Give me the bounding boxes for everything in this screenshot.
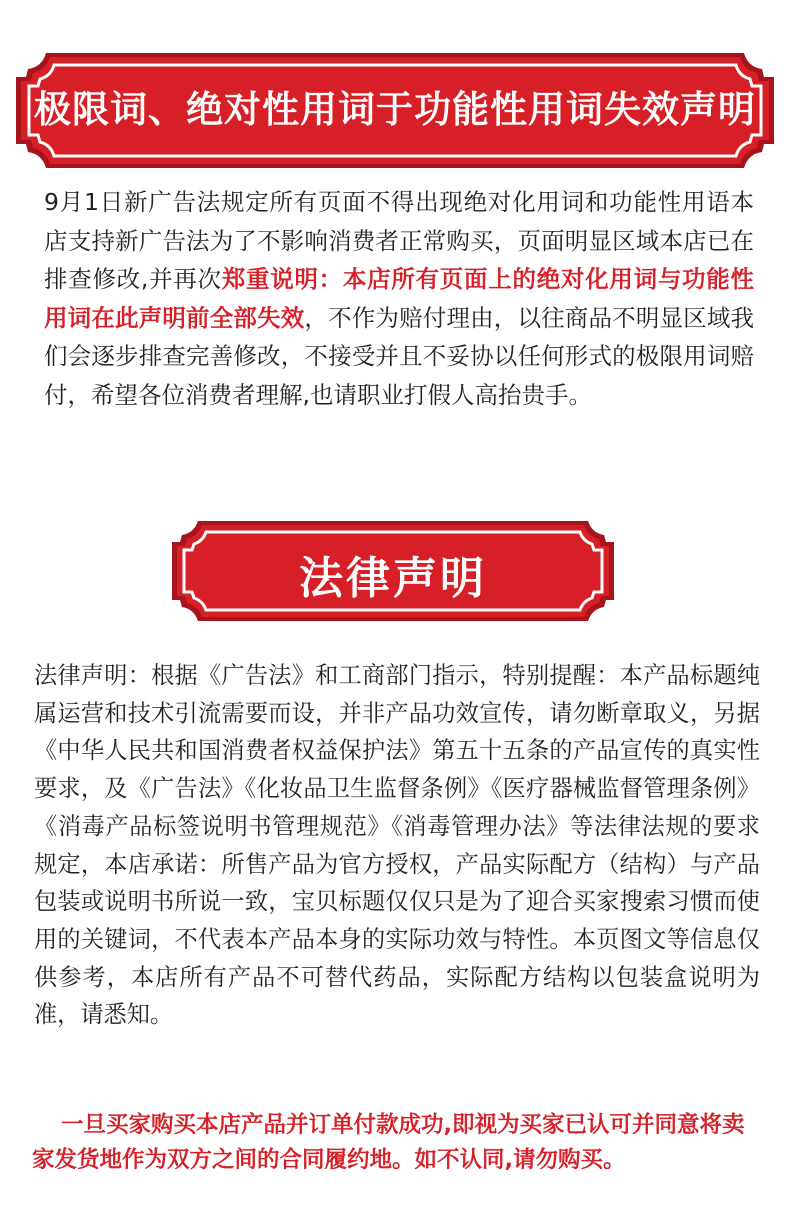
title-banner-disclaimer (16, 53, 774, 168)
legal-statement-paragraph: 法律声明：根据《广告法》和工商部门指示，特别提醒：本产品标题纯属运营和技术引流需要而设，并非产品功效宣传，请勿断章取义，另据《中华人民共和国消费者权益保护法》第五十五条的产品宣传的真实性要求，及《广告法》《化妆品卫生监督条例》《医疗器械监督管理条例》《消毒产品标签说明书管理规范》《消毒管理办法》等法律法规的要求规定，本店承诺：所售产品为官方授权，产品实际配方（结构）与产品包装或说明书所说一致，宝贝标题仅仅只是为了迎合买家搜索习惯而使用的关键词，不代表本产品本身的实际功效与特性。本页图文等信息仅供参考，本店所有产品不可替代药品，实际配方结构以包装盒说明为准，请悉知。 (34, 662, 760, 1029)
banner-title: 法律声明 (299, 553, 487, 604)
disclaimer-text-end: ，不作为赔付理由，以往商品不明显区域我们会逐步排查完善修改，不接受并且不妥协以任何形式的极限用词赔付，希望各位消费者理解,也请职业打假人高抬贵手。 (44, 303, 755, 409)
disclaimer-paragraph (44, 183, 754, 415)
title-banner-legal (172, 521, 614, 621)
banner-title: 极限词、绝对性用词于功能性用词失效声明 (34, 88, 756, 131)
purchase-notice: 一旦买家购买本店产品并订单付款成功,即视为买家已认可并同意将卖家发货地作为双方之间的合同履约地。如不认同,请勿购买。 (32, 1112, 745, 1173)
disclaimer-text-start: 9月1日新广告法规定所有页面不得出现绝对化用词和功能性用语本店支持新广告法为了不影响消费者正常购买，页面明显区域本店已在排查修改,并再次 (44, 188, 754, 294)
disclaimer-highlight: 郑重说明：本店所有页面上的绝对化用词与功能性用词在此声明前全部失效 (44, 265, 754, 332)
